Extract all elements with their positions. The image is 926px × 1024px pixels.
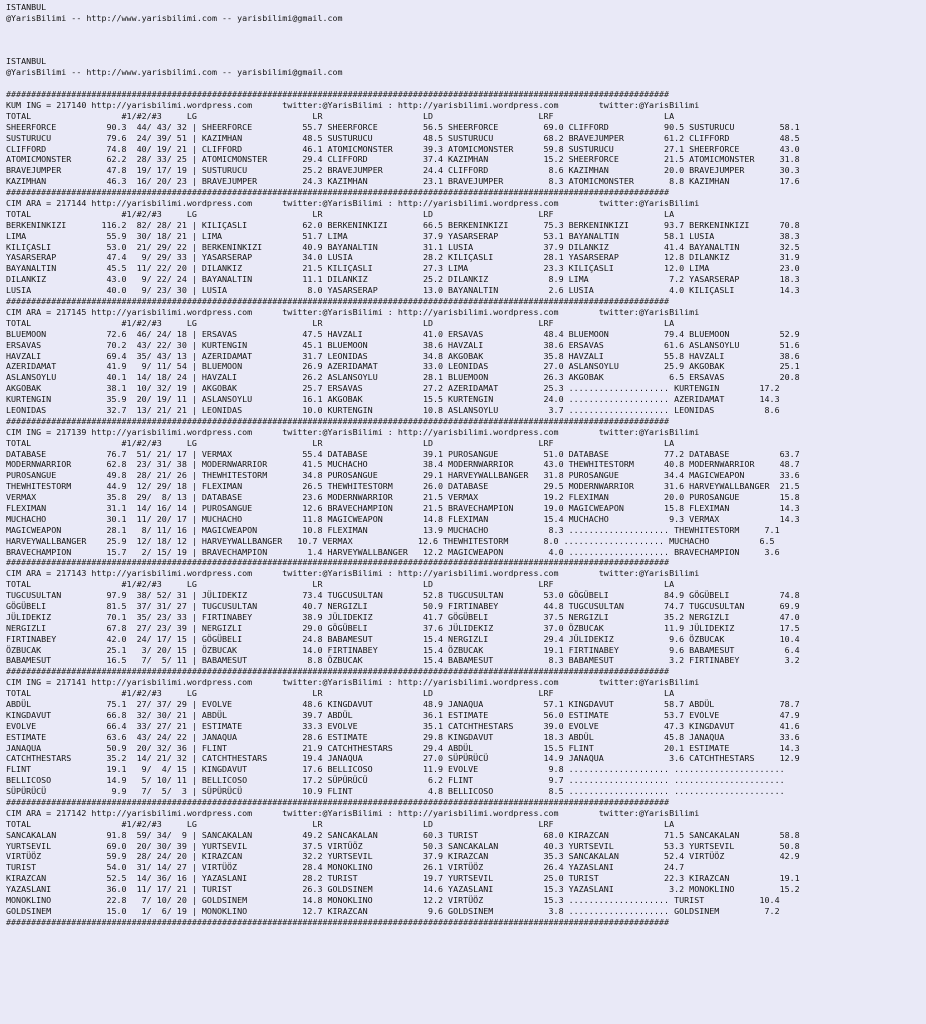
result-row: ASLANSOYLU 40.1 14/ 18/ 24 | HAVZALI 26.2 ASLANSOYLU 28.1 BLUEMOON 26.3 AKGOBAK 6.5 ERSAVAS 20.8 <box>6 372 800 383</box>
result-row: KIRAZCAN 52.5 14/ 36/ 16 | YAZASLANI 28.2 TURIST 19.7 YURTSEVIL 25.0 TURIST 22.3 KIRAZCAN 19.1 <box>6 873 800 884</box>
column-header: TOTAL #1/#2/#3 LG LR LD LRF LA <box>6 110 675 121</box>
header-line: @YarisBilimi -- http://www.yarisbilimi.com -- yarisbilimi@gmail.com <box>6 67 343 78</box>
result-row: TURIST 54.0 31/ 14/ 27 | VIRTÜÖZ 28.4 MONOKLINO 26.1 VIRTÜÖZ 26.4 YAZASLANI 24.7 <box>6 862 685 873</box>
result-row: SÜPÜRÜCÜ 9.9 7/ 5/ 3 | SÜPÜRÜCÜ 10.9 FLINT 4.8 BELLICOSO 8.5 .................... ...................... <box>6 786 785 797</box>
column-header: TOTAL #1/#2/#3 LG LR LD LRF LA <box>6 317 675 328</box>
header-line: ISTANBUL <box>6 56 47 67</box>
header-line <box>6 78 926 89</box>
result-row: PUROSANGUE 49.8 28/ 21/ 26 | THEWHITESTORM 34.8 PUROSANGUE 29.1 HARVEYWALLBANGER 31.8 PUROSANGUE 34.4 MAGICWEAPON 33.6 <box>6 470 800 481</box>
result-row: JÜLIDEKIZ 70.1 35/ 23/ 33 | FIRTINABEY 38.9 JÜLIDEKIZ 41.7 GÖGÜBELI 37.5 NERGIZLI 35.2 NERGIZLI 47.0 <box>6 611 800 622</box>
result-row: VERMAX 35.8 29/ 8/ 13 | DATABASE 23.6 MODERNWARRIOR 21.5 VERMAX 19.2 FLEXIMAN 20.0 PUROSANGUE 15.8 <box>6 492 800 503</box>
result-row: ÖZBUCAK 25.1 3/ 20/ 15 | ÖZBUCAK 14.0 FIRTINABEY 15.4 ÖZBUCAK 19.1 FIRTINABEY 9.6 BABAMESUT 6.4 <box>6 644 800 655</box>
separator-line: #################################################################################################################################### <box>6 415 670 426</box>
result-row: JANAQUA 50.9 20/ 32/ 36 | FLINT 21.9 CATCHTHESTARS 29.4 ABDÜL 15.5 FLINT 20.1 ESTIMATE 14.3 <box>6 742 800 753</box>
result-row: FLEXIMAN 31.1 14/ 16/ 14 | PUROSANGUE 12.6 BRAVECHAMPION 21.5 BRAVECHAMPION 19.0 MAGICWEAPON 15.8 FLEXIMAN 14.3 <box>6 502 800 513</box>
result-row: AKGOBAK 38.1 10/ 32/ 19 | AKGOBAK 25.7 ERSAVAS 27.2 AZERIDAMAT 25.3 .................... KURTENGIN 17.2 <box>6 383 780 394</box>
separator-line: #################################################################################################################################### <box>6 296 670 307</box>
result-row: NERGIZLI 67.8 27/ 23/ 39 | NERGIZLI 29.0 GÖGÜBELI 37.6 JÜLIDEKIZ 37.0 ÖZBUCAK 11.9 JÜLIDEKIZ 17.5 <box>6 622 800 633</box>
result-row: MAGICWEAPON 28.1 8/ 11/ 16 | MAGICWEAPON 10.8 FLEXIMAN 13.9 MUCHACHO 8.3 .................... THEWHITESTORM 7.1 <box>6 524 780 535</box>
result-row: YAZASLANI 36.0 11/ 17/ 21 | TURIST 26.3 GOLDSINEM 14.6 YAZASLANI 15.3 YAZASLANI 3.2 MONOKLINO 15.2 <box>6 884 800 895</box>
race-header: KUM ING = 217140 http://yarisbilimi.wordpress.com twitter:@YarisBilimi : http://yarisbilimi.wordpress.com twitter:@YarisBilimi <box>6 100 700 111</box>
result-row: ERSAVAS 70.2 43/ 22/ 30 | KURTENGIN 45.1 BLUEMOON 38.6 HAVZALI 38.6 ERSAVAS 61.6 ASLANSOYLU 51.6 <box>6 339 800 350</box>
column-header: TOTAL #1/#2/#3 LG LR LD LRF LA <box>6 579 675 590</box>
separator-line: #################################################################################################################################### <box>6 666 670 677</box>
result-row: MONOKLINO 22.8 7/ 10/ 20 | GOLDSINEM 14.8 MONOKLINO 12.2 VIRTÜÖZ 15.3 .................... TURIST 10.4 <box>6 895 780 906</box>
result-row: ATOMICMONSTER 62.2 28/ 33/ 25 | ATOMICMONSTER 29.4 CLIFFORD 37.4 KAZIMHAN 15.2 SHEERFORCE 21.5 ATOMICMONSTER 31.8 <box>6 154 800 165</box>
result-row: BLUEMOON 72.6 46/ 24/ 18 | ERSAVAS 47.5 HAVZALI 41.0 ERSAVAS 48.4 BLUEMOON 79.4 BLUEMOON 52.9 <box>6 328 800 339</box>
header-line <box>6 35 926 46</box>
result-row: SUSTURUCU 79.6 24/ 39/ 51 | KAZIMHAN 48.5 SUSTURUCU 48.5 SUSTURUCU 68.2 BRAVEJUMPER 61.2 CLIFFORD 48.5 <box>6 132 800 143</box>
result-row: ABDÜL 75.1 27/ 37/ 29 | EVOLVE 48.6 KINGDAVUT 48.9 JANAQUA 57.1 KINGDAVUT 58.7 ABDÜL 78.7 <box>6 699 800 709</box>
result-row: MUCHACHO 30.1 11/ 20/ 17 | MUCHACHO 11.8 MAGICWEAPON 14.8 FLEXIMAN 15.4 MUCHACHO 9.3 VERMAX 14.3 <box>6 513 800 524</box>
result-row: CATCHTHESTARS 35.2 14/ 21/ 32 | CATCHTHESTARS 19.4 JANAQUA 27.0 SÜPÜRÜCÜ 14.9 JANAQUA 3.6 CATCHTHESTARS 12.9 <box>6 753 800 764</box>
result-row: LUSIA 40.0 9/ 23/ 30 | LUSIA 8.0 YASARSERAP 13.0 BAYANALTIN 2.6 LUSIA 4.0 KILIÇASLI 14.3 <box>6 285 800 296</box>
header-line: @YarisBilimi -- http://www.yarisbilimi.com -- yarisbilimi@gmail.com <box>6 12 343 23</box>
column-header: TOTAL #1/#2/#3 LG LR LD LRF LA <box>6 437 675 448</box>
result-row: SHEERFORCE 90.3 44/ 43/ 32 | SHEERFORCE 55.7 SHEERFORCE 56.5 SHEERFORCE 69.0 CLIFFORD 90.5 SUSTURUCU 58.1 <box>6 121 800 132</box>
separator-line: #################################################################################################################################### <box>6 797 670 808</box>
result-row: CLIFFORD 74.8 40/ 19/ 21 | CLIFFORD 46.1 ATOMICMONSTER 39.3 ATOMICMONSTER 59.8 SUSTURUCU 27.1 SHEERFORCE 43.0 <box>6 143 800 154</box>
result-row: BAYANALTIN 45.5 11/ 22/ 20 | DILANKIZ 21.5 KILIÇASLI 27.3 LIMA 23.3 KILIÇASLI 12.0 LIMA 23.0 <box>6 263 800 274</box>
race-header: CIM ARA = 217142 http://yarisbilimi.wordpress.com twitter:@YarisBilimi : http://yarisbilimi.wordpress.com twitter:@YarisBilimi <box>6 807 700 818</box>
race-header: CIM ARA = 217145 http://yarisbilimi.wordpress.com twitter:@YarisBilimi : http://yarisbilimi.wordpress.com twitter:@YarisBilimi <box>6 306 700 317</box>
result-row: LEONIDAS 32.7 13/ 21/ 21 | LEONIDAS 10.0 KURTENGIN 10.8 ASLANSOYLU 3.7 .................... LEONIDAS 8.6 <box>6 404 780 415</box>
result-row: VIRTÜÖZ 59.9 28/ 24/ 20 | KIRAZCAN 32.2 YURTSEVIL 37.9 KIRAZCAN 35.3 SANCAKALAN 52.4 VIRTÜÖZ 42.9 <box>6 851 800 862</box>
race-header: CIM ING = 217141 http://yarisbilimi.wordpress.com twitter:@YarisBilimi : http://yarisbilimi.wordpress.com twitter:@YarisBilimi <box>6 677 700 688</box>
separator-line: #################################################################################################################################### <box>6 916 670 927</box>
result-row: SANCAKALAN 91.8 59/ 34/ 9 | SANCAKALAN 49.2 SANCAKALAN 60.3 TURIST 68.0 KIRAZCAN 71.5 SANCAKALAN 58.8 <box>6 829 800 840</box>
separator-line: #################################################################################################################################### <box>6 187 670 198</box>
result-row: ESTIMATE 63.6 43/ 24/ 22 | JANAQUA 28.6 ESTIMATE 29.8 KINGDAVUT 18.3 ABDÜL 45.8 JANAQUA 33.6 <box>6 731 800 742</box>
column-header: TOTAL #1/#2/#3 LG LR LD LRF LA <box>6 208 675 219</box>
race-header: CIM ARA = 217143 http://yarisbilimi.wordpress.com twitter:@YarisBilimi : http://yarisbilimi.wordpress.com twitter:@YarisBilimi <box>6 568 700 579</box>
result-row: FLINT 19.1 9/ 4/ 15 | KINGDAVUT 17.6 BELLICOSO 11.9 EVOLVE 9.8 .................... ...................... <box>6 764 785 775</box>
result-row: BERKENINKIZI 116.2 82/ 28/ 21 | KILIÇASLI 62.0 BERKENINKIZI 66.5 BERKENINKIZI 75.3 BERKENINKIZI 93.7 BERKENINKIZI 70.8 <box>6 219 800 230</box>
result-row: BABAMESUT 16.5 7/ 5/ 11 | BABAMESUT 8.8 ÖZBUCAK 15.4 BABAMESUT 8.3 BABAMESUT 3.2 FIRTINABEY 3.2 <box>6 655 800 666</box>
result-row: LIMA 55.9 30/ 18/ 21 | LIMA 51.7 LIMA 37.9 YASARSERAP 53.1 BAYANALTIN 58.1 LUSIA 38.3 <box>6 230 800 241</box>
result-row: DILANKIZ 43.0 9/ 22/ 24 | BAYANALTIN 11.1 DILANKIZ 25.2 DILANKIZ 8.9 LIMA 7.2 YASARSERAP 18.3 <box>6 274 800 285</box>
result-row: YURTSEVIL 69.0 20/ 30/ 39 | YURTSEVIL 37.5 VIRTÜÖZ 50.3 SANCAKALAN 40.3 YURTSEVIL 53.3 YURTSEVIL 50.8 <box>6 840 800 851</box>
result-row: KURTENGIN 35.9 20/ 19/ 11 | ASLANSOYLU 16.1 AKGOBAK 15.5 KURTENGIN 24.0 .................... AZERIDAMAT 14.3 <box>6 394 780 405</box>
result-row: THEWHITESTORM 44.9 12/ 29/ 18 | FLEXIMAN 26.5 THEWHITESTORM 26.0 DATABASE 29.5 MODERNWARRIOR 31.6 HARVEYWALLBANGER 21.5 <box>6 481 800 492</box>
race-header: CIM ING = 217139 http://yarisbilimi.wordpress.com twitter:@YarisBilimi : http://yarisbilimi.wordpress.com twitter:@YarisBilimi <box>6 426 700 437</box>
result-row: KILIÇASLI 53.0 21/ 29/ 22 | BERKENINKIZI 40.9 BAYANALTIN 31.1 LUSIA 37.9 DILANKIZ 41.4 BAYANALTIN 32.5 <box>6 241 800 252</box>
header-line <box>6 46 926 57</box>
result-row: HARVEYWALLBANGER 25.9 12/ 18/ 12 | HARVEYWALLBANGER 10.7 VERMAX 12.6 THEWHITESTORM 8.0 .................... MUCHACHO 6.5 <box>6 535 775 546</box>
separator-line: #################################################################################################################################### <box>6 557 670 568</box>
result-row: KAZIMHAN 46.3 16/ 20/ 23 | BRAVEJUMPER 24.3 KAZIMHAN 23.1 BRAVEJUMPER 8.3 ATOMICMONSTER 8.8 KAZIMHAN 17.6 <box>6 176 800 187</box>
result-row: MODERNWARRIOR 62.8 23/ 31/ 38 | MODERNWARRIOR 41.5 MUCHACHO 38.4 MODERNWARRIOR 43.0 THEWHITESTORM 40.8 MODERNWARRIOR 48.7 <box>6 459 800 470</box>
result-row: GÖGÜBELI 81.5 37/ 31/ 27 | TUGCUSULTAN 40.7 NERGIZLI 50.9 FIRTINABEY 44.8 TUGCUSULTAN 74.7 TUGCUSULTAN 69.9 <box>6 600 800 611</box>
result-row: TUGCUSULTAN 97.9 38/ 52/ 31 | JÜLIDEKIZ 73.4 TUGCUSULTAN 52.8 TUGCUSULTAN 53.0 GÖGÜBELI 84.9 GÖGÜBELI 74.8 <box>6 590 800 601</box>
result-row: GOLDSINEM 15.0 1/ 6/ 19 | MONOKLINO 12.7 KIRAZCAN 9.6 GOLDSINEM 3.8 .................... GOLDSINEM 7.2 <box>6 905 780 916</box>
result-row: BELLICOSO 14.9 5/ 10/ 11 | BELLICOSO 17.2 SÜPÜRÜCÜ 6.2 FLINT 9.7 .................... ...................... <box>6 775 785 786</box>
result-row: BRAVECHAMPION 15.7 2/ 15/ 19 | BRAVECHAMPION 1.4 HARVEYWALLBANGER 12.2 MAGICWEAPON 4.0 .................... BRAVECHAMPION 3.6 <box>6 546 780 557</box>
header-line <box>6 24 926 35</box>
result-row: EVOLVE 66.4 33/ 27/ 21 | ESTIMATE 33.3 EVOLVE 35.1 CATCHTHESTARS 39.0 EVOLVE 47.3 KINGDAVUT 41.6 <box>6 720 800 731</box>
result-row: BRAVEJUMPER 47.8 19/ 17/ 19 | SUSTURUCU 25.2 BRAVEJUMPER 24.4 CLIFFORD 8.6 KAZIMHAN 20.0 BRAVEJUMPER 30.3 <box>6 165 800 176</box>
result-row: AZERIDAMAT 41.9 9/ 11/ 54 | BLUEMOON 26.9 AZERIDAMAT 33.0 LEONIDAS 27.0 ASLANSOYLU 25.9 AKGOBAK 25.1 <box>6 361 800 372</box>
column-header: TOTAL #1/#2/#3 LG LR LD LRF LA <box>6 688 675 699</box>
race-header: CIM ARA = 217144 http://yarisbilimi.wordpress.com twitter:@YarisBilimi : http://yarisbilimi.wordpress.com twitter:@YarisBilimi <box>6 198 700 209</box>
separator-line: #################################################################################################################################### <box>6 89 670 100</box>
result-row: YASARSERAP 47.4 9/ 29/ 33 | YASARSERAP 34.0 LUSIA 28.2 KILIÇASLI 28.1 YASARSERAP 12.8 DILANKIZ 31.9 <box>6 252 800 263</box>
result-row: DATABASE 76.7 51/ 21/ 17 | VERMAX 55.4 DATABASE 39.1 PUROSANGUE 51.0 DATABASE 77.2 DATABASE 63.7 <box>6 448 800 459</box>
column-header: TOTAL #1/#2/#3 LG LR LD LRF LA <box>6 818 675 829</box>
result-row: KINGDAVUT 66.8 32/ 30/ 21 | ABDÜL 39.7 ABDÜL 36.1 ESTIMATE 56.0 ESTIMATE 53.7 EVOLVE 47.9 <box>6 709 800 720</box>
result-row: FIRTINABEY 42.0 24/ 17/ 15 | GÖGÜBELI 24.8 BABAMESUT 15.4 NERGIZLI 29.4 JÜLIDEKIZ 9.6 ÖZBUCAK 10.4 <box>6 633 800 644</box>
result-row: HAVZALI 69.4 35/ 43/ 13 | AZERIDAMAT 31.7 LEONIDAS 34.8 AKGOBAK 35.8 HAVZALI 55.8 HAVZALI 38.6 <box>6 350 800 361</box>
header-line: ISTANBUL <box>6 2 47 12</box>
